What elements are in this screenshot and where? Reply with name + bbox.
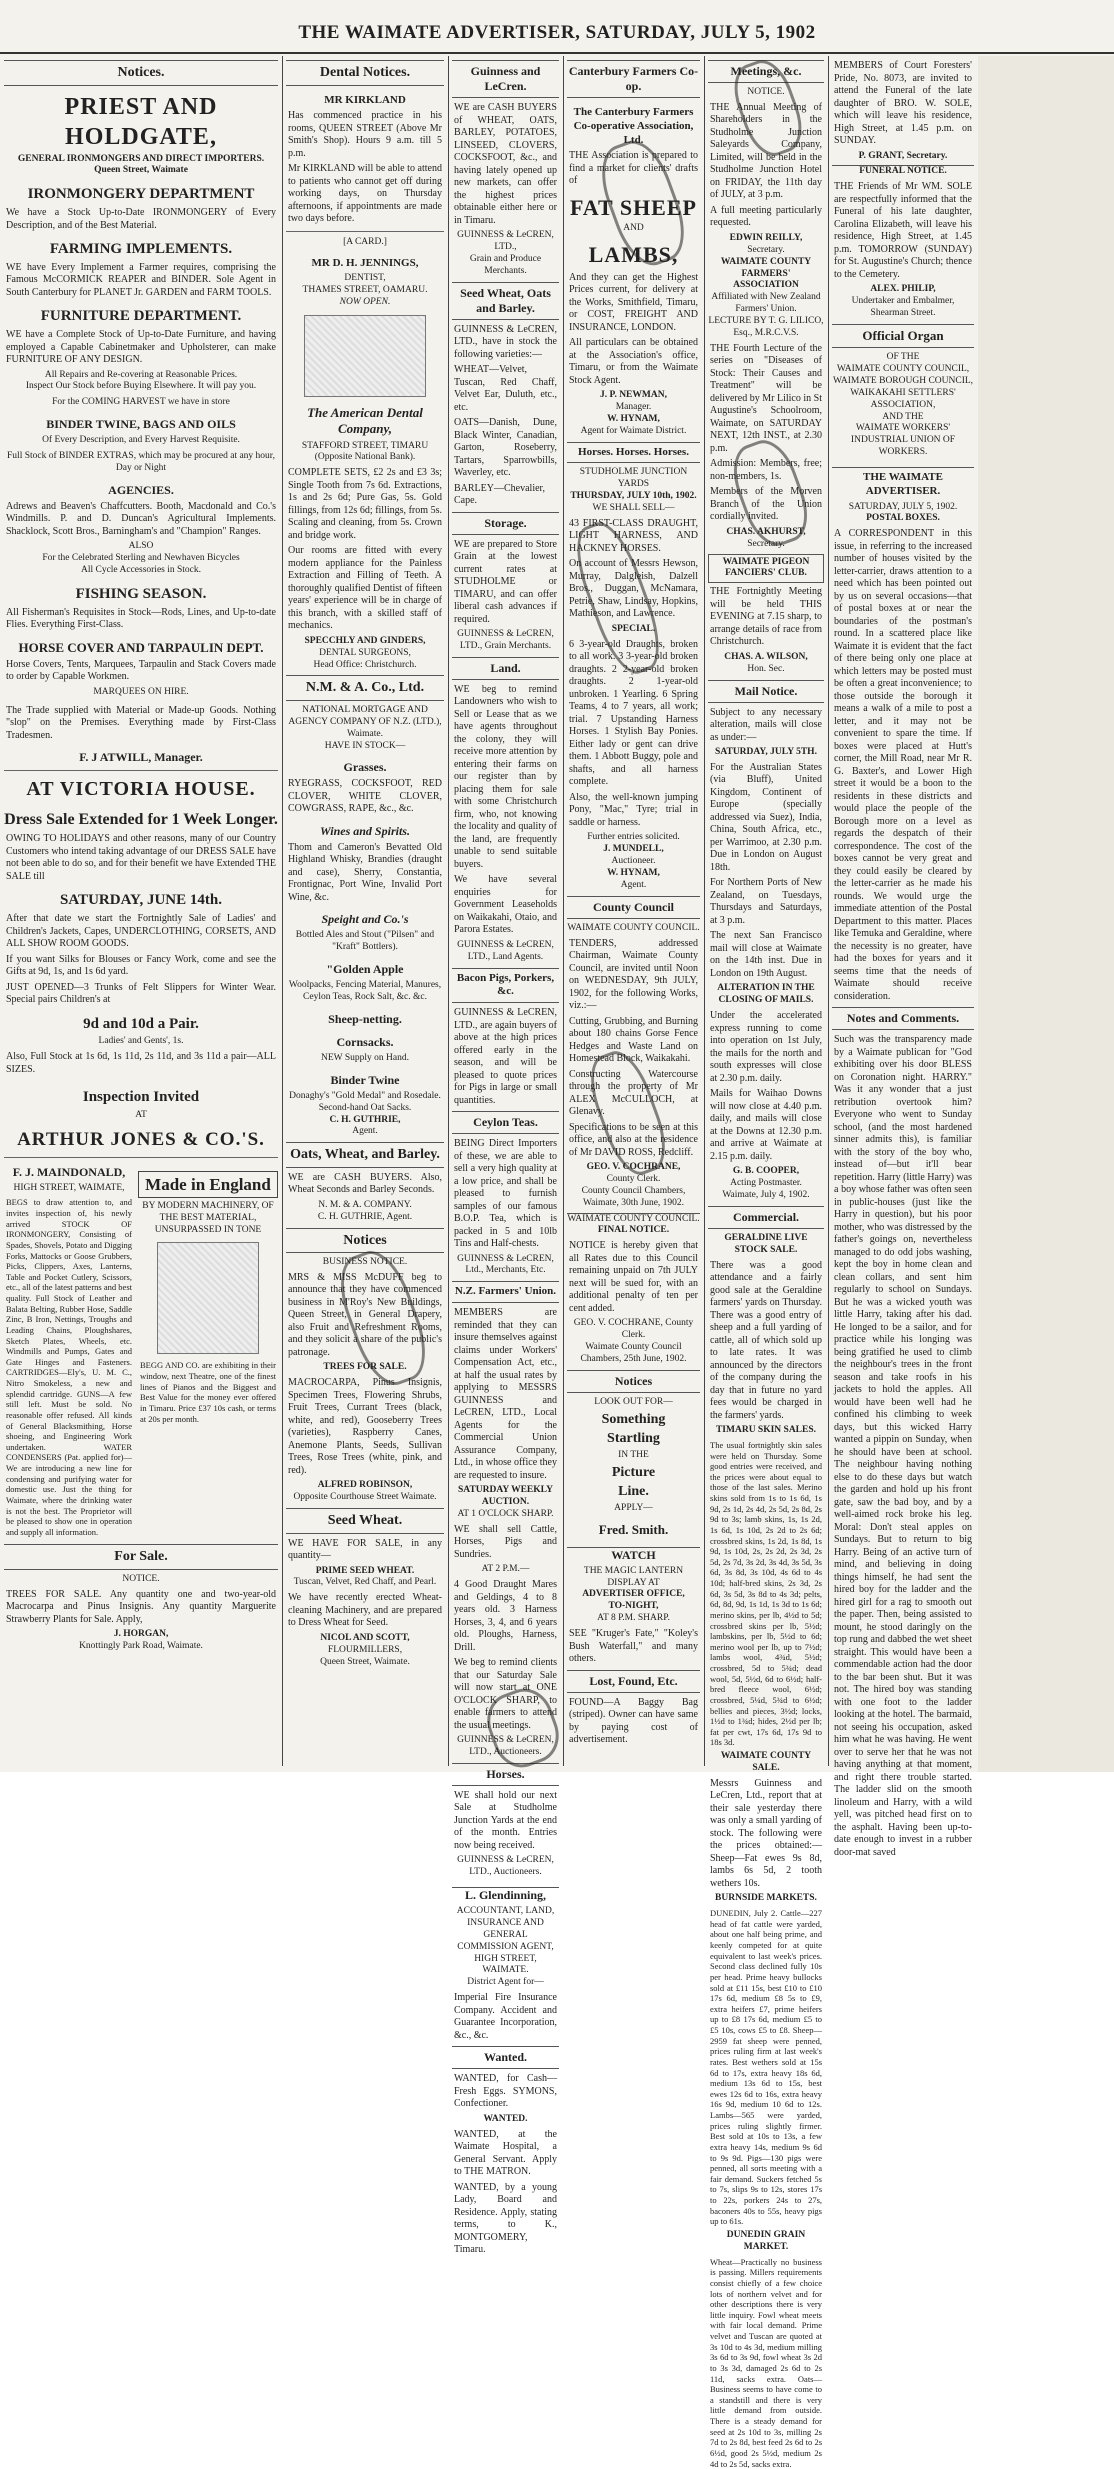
kirkland-title: MR KIRKLAND <box>324 93 406 106</box>
wcc-label: WAIMATE COUNTY COUNCIL. <box>567 922 700 933</box>
maindonald-row <box>4 1163 278 1541</box>
reilly-name: EDWIN REILLY, <box>729 232 803 243</box>
macrocarpa-text: MACROCARPA, Pinus Insignis, Specimen Trees, Flowering Shrubs, Fruit Trees, Currant Trees (black, white, and red), Gooseberry Trees (varieties), Raspberry Canes, Anemone Plants, Seeds, Sullivan Trees, Rose Trees (white, pink, and red). <box>288 1377 442 1476</box>
wanted-heading: Wanted. <box>452 2046 559 2069</box>
wilson-name: CHAS. A. WILSON, <box>724 651 808 662</box>
alteration-text: Under the accelerated express running to come into operation on 1st July, the mails for the north and south expresses will close at 2.30 p.m. daily. <box>710 1010 822 1084</box>
cycle-text: All Cycle Accessories in Stock. <box>80 565 202 575</box>
horses-text: WE shall hold our next Sale at Studholme Junction Yards at the end of the month. Entries now being received. <box>454 1789 557 1851</box>
storage-heading: Storage. <box>452 512 559 535</box>
received-text: We have recently erected Wheat-cleaning Machinery, and are prepared to Dress Wheat for Seed. <box>288 1592 442 1629</box>
imperial-text: Imperial Fire Insurance Company. Accident and Guarantee Incorporation, &c., &c. <box>454 1992 557 2041</box>
remind-text: We beg to remind clients that our Saturday Sale will now start at ONE O'CLOCK SHARP, to enable farmers to attend the usual meetings. <box>454 1657 557 1731</box>
binder-twine: Binder Twine <box>330 1072 400 1087</box>
harvest-text: For the COMING HARVEST we have in store <box>52 397 230 408</box>
guthrie-agent: C. H. GUTHRIE, Agent. <box>317 1211 413 1222</box>
annual-text: THE Annual Meeting of Shareholders in the Studholme Junction Saleyards Company, Limited, will be held in the Studholme Junction Hotel on FRIDAY, the 11th day of JULY, at 3 p.m. <box>710 101 822 201</box>
seedw-text: GUINNESS & LeCREN, LTD., have in stock the following varieties:— <box>454 323 557 360</box>
column-rule <box>282 56 283 1766</box>
queen-street: Queen Street, Waimate. <box>320 1656 410 1667</box>
alteration-heading: ALTERATION IN THE CLOSING OF MAILS. <box>717 983 815 1006</box>
on-account-text: On account of Messrs Hewson, Murray, Dalgleish, Dalzell Bros., Duggan, McNamara, Petrie, Shaw, Lindsay, Hopkins, Mathieson, and Lawrence. <box>569 558 698 620</box>
foresters-text: MEMBERS of Court Foresters' Pride, No. 8073, are invited to attend the Funeral of the late daughter of BRO. W. SOLE, which will leave his residence, High Street, at 1.45 p.m. on SUNDAY. <box>834 60 972 146</box>
burnside-heading: BURNSIDE MARKETS. <box>715 1893 817 1904</box>
page-margin <box>978 56 1114 1772</box>
members-text: Members of the Morven Branch of the Union cordially invited. <box>710 486 822 523</box>
cochrane-name-2: GEO. V. COCHRANE, County Clerk. <box>573 1318 694 1341</box>
barley-text: BARLEY—Chevalier, Cape. <box>454 482 545 506</box>
column-6 <box>832 56 974 1858</box>
notes-comments-text: Such was the transparency made by a Waimate publican for "God exhibiting over his door BLESS on Coronation night. HARRY." Was it any wonder that a just retribution overtook him? Everyone who went to Sunday school, (and the most hardened sinner admits this), is familiar with the story of the boy who, instead of—but it'll bear repetition. Harry (little Harry) was a boy whose father was often seen in public-houses (just like the Harry in question), but his poor mother, who was distressed by the father's goings on, nevertheless managed to do odd jobs washing, kept the boy in home clean and clean collars, and sent him regularly to school on Sundays. But he was a wicked youth was little Harry, taking after his dad. He longed to be a sailor, and for practice while his longing was being gratified he used to climb the neighbour's trees in the front season and take roofs in his jackets to hold the apples. All would have been well had he confined his climbing to week days, but this wicked Harry wanted a pippin on Sunday, when he should have been at school. The neighbour having nothing else to do these days but watch the garden and hold up his front gate, saw the bad boy, and by a well-aimed rock broke his leg. Moral: Don't steal apples on Sundays. But to return to big Harry. Being of an active turn of mind, and believing in doing things himself, he had sent the hired boy for the ladder and the hired girl for a rag to smooth out the paper. Then, being assisted to mount, he stood daringly on the top rung and dabbed the wet sheet straight. This would have been a commendable action had the door to the bar been shut. But it was not. The hired boy was standing with one foot to the ladder looking at the hotel. The barmaid, not seeing his occupation, asked him what he was having. He went over to serve her that he was not having anything at that moment, and right there trouble started. The ladder slid on the smooth linoleum and Harry, with a wild yell, was pitched head first on to the asphalt. Having been up-to-date enough to invest in a rubber door-mat saved <box>834 1034 973 1858</box>
wanted-board: WANTED, by a young Lady, Board and Residence. Apply, stating terms, to K., MONTGOMERY, Timaru. <box>454 2181 557 2255</box>
newman-name: J. P. NEWMAN, <box>600 390 667 401</box>
bacon-heading: Bacon Pigs, Porkers, &c. <box>452 968 559 1004</box>
agent-waimate: Agent for Waimate District. <box>580 425 687 436</box>
column-rule <box>448 56 449 1766</box>
maindonald-ad <box>4 1163 134 1541</box>
column-2 <box>286 56 444 1766</box>
slipper-price: 9d and 10d a Pair. <box>83 1015 199 1032</box>
extras-text: Full Stock of BINDER EXTRAS, which may be procured at any hour, Day or Night <box>7 451 275 473</box>
land-heading: Land. <box>452 657 559 680</box>
cornsacks-heading: Cornsacks. <box>336 1034 394 1049</box>
firm-address: Queen Street, Waimate <box>94 165 188 176</box>
lots-text: 4 Good Draught Mares and Geldings, 4 to 8 years old. 3 Harness Horses, 3, 4, and 6 years old. Ploughs, Harness, Drill. <box>454 1579 557 1653</box>
dress-sale-text: OWING TO HOLIDAYS and other reasons, many of our Country Customers who intend taking advantage of our DRESS SALE have not been able to do so, and for their benefit we have Extended THE SALE till <box>6 833 276 882</box>
agent-label: Agent. <box>352 1126 378 1137</box>
wheat-text: WHEAT—Velvet, Tuscan, Red Chaff, Velvet Ear, Duluth, etc., etc. <box>454 364 557 413</box>
horgan-name: J. HORGAN, <box>113 1629 169 1640</box>
after-text: After that date we start the Fortnightly Sale of Ladies' and Children's Jackets, Capes, UNDERCLOTHING, CORSETS, AND ALL SHOW ROOM GOODS. <box>6 913 276 949</box>
tuscan-text: Tuscan, Velvet, Red Chaff, and Pearl. <box>293 1577 437 1588</box>
final-notice: FINAL NOTICE. <box>597 1225 670 1236</box>
postal-boxes-heading: POSTAL BOXES. <box>866 513 940 524</box>
hon-sec: Hon. Sec. <box>747 663 785 674</box>
column-1 <box>4 56 278 1766</box>
dress-sale-heading: Dress Sale Extended for 1 Week Longer. <box>4 811 278 829</box>
paper-date: SATURDAY, JULY 5, 1902. <box>848 501 958 512</box>
seed-text: WE HAVE FOR SALE, in any quantity— <box>288 1537 442 1561</box>
grain-market-heading: DUNEDIN GRAIN MARKET. <box>726 2229 806 2252</box>
cash-buyers-text: WE are CASH BUYERS of WHEAT, OATS, BARLEY, POTATOES, LINSEED, CLOVERS, COCKSFOOT, &c., and having lately opened up new markets, can offer the highest prices obtainable either here or in Timaru. <box>454 102 557 226</box>
dental-illustration <box>304 315 426 397</box>
american-dental-title: The American Dental Company, <box>307 405 423 437</box>
made-in-england: Made in England <box>138 1171 278 1198</box>
mail-text-2: For Northern Ports of New Zealand, on Tuesdays, Thursdays and Saturdays, at 3 p.m. <box>710 877 822 926</box>
cfc-title: The Canterbury Farmers Co-operative Association, Ltd. <box>573 106 694 146</box>
postmaster-label: Acting Postmaster. <box>730 1178 802 1188</box>
picture: Picture <box>611 1464 656 1480</box>
guinness-sig-5: GUINNESS & LeCREN, Ltd., Merchants, Etc. <box>457 1253 554 1276</box>
wcfa-label: WAIMATE COUNTY FARMERS' ASSOCIATION <box>720 256 812 291</box>
wanted-servant: WANTED, at the Waimate Hospital, a General Servant. Apply to THE MATRON. <box>454 2128 557 2177</box>
burnside-text: DUNEDIN, July 2. Cattle—227 head of fat cattle were yarded, about one half being prime, and keenly competed for at quite equivalent to last week's prices. Second class declined fully 10s per head. Prime heavy bullocks sold at £11 15s, best £10 to £10 17s 6d, medium £8 5s to £9, extra heifers £7, prime heifers up to £8 17s 6d, medium £5 to £5 10s, cows £5 to £8. Sheep—2959 fat sheep were penned, prices ruling firm at last week's rates. Best wethers sold at 15s 6d to 17s, extra heavy 18s 6d, medium 13s 6d to 15s, best ewes 12s 6d to 16s, extra heavy 16s 9d, medium 10 6d to 12s. Lambs—565 were yarded, prices ruling slightly firmer. Best sold at 10s to 13s, a few extra heavy 14s, medium 9s 6d to 9s 9d. Pigs—130 pigs were penned, all sorts meeting with a fair demand. Suckers fetched 5s to 7s, slips 9s to 12s, stores 17s to 22s, porkers 24s to 27s, baconers 40s to 55s, heavy pigs up to 61s. <box>710 1908 822 2227</box>
entries-text: Further entries solicited. <box>587 832 680 843</box>
maindonald-title: F. J. MAINDONALD, <box>12 1164 126 1179</box>
horses-horses-heading: Horses. Horses. Horses. <box>567 442 700 464</box>
guinness-sig-3: GUINNESS & LeCREN, LTD., Grain Merchants. <box>457 629 554 651</box>
have-in-stock: HAVE IN STOCK— <box>324 740 406 751</box>
fishing-heading: FISHING SEASON. <box>75 585 207 602</box>
trade-text: The Trade supplied with Material or Made-up Goods. Nothing "slop" on the Premises. Everything made by First-Class Tradesmen. <box>6 704 276 741</box>
head-office: Head Office: Christchurch. <box>313 659 417 670</box>
fourth-lecture: THE Fourth Lecture of the series on "Diseases of Stock: Their Causes and Treatment" will be delivered by Mr Lilico in St Augustine's Schoolroom, Waimate, on SATURDAY NEXT, 12th INST., at 2.30 p.m. <box>710 342 822 454</box>
guthrie-name: C. H. GUTHRIE, <box>329 1114 401 1125</box>
geraldine-heading: GERALDINE LIVE STOCK SALE. <box>724 1232 808 1255</box>
works-text: Cutting, Grubbing, and Burning about 180 chains Gorse Fence Hedges and Waste Land on Homestead Block, Waikakahi. <box>569 1015 698 1064</box>
inspect-note: Inspect Our Stock before Buying Elsewhere. It will pay you. <box>25 381 257 392</box>
for-sale-heading: For Sale. <box>4 1544 278 1570</box>
weekly-auction: SATURDAY WEEKLY AUCTION. <box>458 1485 553 1507</box>
column-rule <box>563 56 564 1766</box>
now-open: NOW OPEN. <box>339 297 391 308</box>
watch: WATCH <box>567 1547 700 1563</box>
wines-heading: Wines and Spirits. <box>320 823 410 838</box>
and-label: AND <box>623 223 644 234</box>
county-council-heading: County Council <box>567 896 700 919</box>
timaru-skin-heading: TIMARU SKIN SALES. <box>715 1425 817 1435</box>
nma-company: N. M. & A. COMPANY. <box>318 1199 412 1210</box>
guinness-sig-6: GUINNESS & LeCREN, LTD., Auctioneers. <box>457 1735 554 1757</box>
found-text: FOUND—A Baggy Bag (striped). Owner can have same by paying cost of advertisement. <box>569 1696 698 1745</box>
robinson-name: ALFRED ROBINSON, <box>317 1480 413 1491</box>
seed-wheat-oats-heading: Seed Wheat, Oats and Barley. <box>452 282 559 320</box>
district-agent: District Agent for— <box>467 1977 544 1988</box>
in-the: IN THE <box>618 1449 649 1460</box>
surgeons-label: DENTAL SURGEONS, <box>319 647 411 658</box>
land-text: WE beg to remind Landowners who wish to Sell or Lease that as we have agents throughout the colony, they will receive more attention by entering their farms on our register than by placing them for sale with some Christchurch firm, who, not knowing the locality and quality of the land, are frequently unable to send suitable buyers. <box>454 683 557 870</box>
secretary-label-2: Secretary. <box>747 538 785 549</box>
see-text: SEE "Kruger's Fate," "Koley's Bush Waterfall," and many others. <box>569 1628 698 1664</box>
arthur-jones-title: ARTHUR JONES & CO.'S. <box>17 1128 265 1150</box>
kirkland-text: Has commenced practice in his rooms, QUEEN STREET (Above Mr Smith's Shop). Hours 9 a.m. till 5 p.m. <box>288 110 442 159</box>
mail-date: SATURDAY, JULY 5TH. <box>715 747 817 757</box>
assoc-text: THE Association is prepared to find a market for clients' drafts of <box>569 150 698 187</box>
undertaker-label: Undertaker and Embalmer, Shearman Street. <box>851 296 955 318</box>
line: Line. <box>618 1484 649 1499</box>
farming-heading: FARMING IMPLEMENTS. <box>49 241 233 257</box>
nicol-name: NICOL AND SCOTT, <box>320 1632 410 1643</box>
org-county: WAIMATE COUNTY COUNCIL, <box>836 364 970 374</box>
construct-text: Constructing Watercourse through the property of Mr ALEX McCULLOCH, at Glenavy. <box>569 1068 698 1117</box>
robinson-address: Opposite Courthouse Street Waimate. <box>293 1492 437 1503</box>
bacon-text: GUINNESS & LeCREN, LTD., are again buyers of above at the high prices offered early in the season, and will be pleased to quote prices for Pigs in large or small quantities. <box>454 1007 557 1106</box>
specchly-name: SPECCHLY AND GINDERS, <box>304 635 426 646</box>
org-settlers: WAIKAKAHI SETTLERS' ASSOCIATION, <box>850 387 956 410</box>
horses-heading: Horses. <box>452 1763 559 1786</box>
alteration-text-2: Mails for Waihao Downs will now close at 4.40 p.m. daily, and mails will close at the Downs at 12.30 p.m. and arrive at Waimate at 2.15 p.m. daily. <box>710 1088 822 1162</box>
complete-sets-text: COMPLETE SETS, £2 2s and £3 3s; Single Tooth from 7s 6d. Extractions, 1s and 2s 6d; Pure Gas, 5s. Gold fillings, from 12s 6d; fillings, from 5s. Scaling and cleaning, from 5s. Crown and bridge work. <box>288 467 442 541</box>
maindonald-text: BEGS to draw attention to, and invites inspection of, his newly arrived STOCK OF IRONMONGERY, Consisting of Spades, Shovels, Potato and Digging Forks, Mattocks or Goose Grubbers, Picks, Clippers, Axes, Lanterns, Table and Pocket Cutlery, Scissors, etc., all of the latest patterns and best quality. Full Stock of Leather and Balata Belting, Rubber Hose, Saddle Zinc, B Iron, Nettings, Troughs and Leading Chains, Ploughshares, Sketch Plates, Wheels, etc. Windmills and Pumps, Gates and Gate Hinges and Fasteners. CARTRIDGES—Ely's, U. M. C., Nitro Smokeless, a new and splendid cartridge. GUNS—A few still left. Must be sold. No reasonable offer refused. All kinds of General Blacksmithing, Horse shoeing, and Engineering Work undertaken. WATER CONDENSERS (Pat. applied for)—We are introducing a new line for condensing and purifying water for domestic use. Just the thing for Waimate, where the drinking water is not the best. The Proprietor will be pleased to show one in operation and supply all information. <box>6 1197 132 1537</box>
oats-text: WE are CASH BUYERS. Also, Wheat Seconds and Barley Seconds. <box>288 1171 442 1196</box>
made-subtitle: BY MODERN MACHINERY, OF THE BEST MATERIAL, UNSURPASSED IN TONE <box>142 1200 274 1235</box>
ceylon-text: BEING Direct Importers of these, we are able to sell a very high quality at a low price, and shall be pleased to furnish samples of our famous B.O.P. Tea, which is packed in 5 and 10lb Tins and Half-chests. <box>454 1138 557 1249</box>
marquees-text: MARQUEES ON HIRE. <box>93 686 189 697</box>
hynam-name: W. HYNAM, <box>607 413 660 424</box>
stock-text: Also, Full Stock at 1s 6d, 1s 11d, 2s 11d, and 3s 11d a pair—ALL SIZES. <box>6 1051 276 1075</box>
maindonald-address: HIGH STREET, WAIMATE, <box>13 1182 125 1193</box>
pigeon-text: THE Fortnightly Meeting will be held THIS EVENING at 7.15 sharp, to arrange details of race from Christchurch. <box>710 586 822 648</box>
victoria-house-title: AT VICTORIA HOUSE. <box>26 778 256 801</box>
advertiser-office: ADVERTISER OFFICE, <box>582 1589 685 1600</box>
grain-market-text: Wheat—Practically no business is passing. Millers requirements consist chiefly of a few choice lots of northern velvet and for other descriptions there is very little inquiry. Fowl wheat meets with fair local demand. Prime velvet and Tuscan are quoted at 3s 10d to 4s 3d, medium milling 3s 6d to 3s 9d, fowl wheat 3s 2d to 3s 3d, damaged 2s 6d to 2s 11d, sacks extra. Oats—Business seems to have come to a standstill and there is very little demand from outside. There is a steady demand for seed at 2s 10d to 3s, milling 2s 7d to 2s 8d, best feed 2s 6d to 2s 6½d, good 2s 5½d, medium 2s 4d to 2s 5d, sacks extra. <box>710 2256 822 2469</box>
also-pony-text: Also, the well-known jumping Pony, "Mac," Tyre; trial in saddle or harness. <box>569 791 698 828</box>
akhurst-name: CHAS. AKHURST, <box>726 526 806 537</box>
org-borough: WAIMATE BOROUGH COUNCIL, <box>832 375 974 386</box>
twine-text: Donaghy's "Gold Medal" and Rosedale. <box>289 1090 441 1101</box>
new-supply: NEW Supply on Hand. <box>321 1052 409 1063</box>
grant-name: P. GRANT, Secretary. <box>858 150 948 161</box>
fred-smith: Fred. Smith. <box>598 1522 669 1538</box>
also-text: ALSO <box>128 541 154 552</box>
stafford-address: STAFFORD STREET, TIMARU (Opposite National Bank). <box>301 440 429 463</box>
ladies-text: Ladies' and Gents', 1s. <box>98 1036 184 1047</box>
column-4 <box>567 56 700 1766</box>
funeral-heading: FUNERAL NOTICE. <box>832 165 974 178</box>
oats-heading: Oats, Wheat, and Barley. <box>286 1142 444 1168</box>
dentist-label: DENTIST, <box>344 273 386 284</box>
ironmongery-heading: IRONMONGERY DEPARTMENT <box>27 186 255 203</box>
dental-heading: Dental Notices. <box>286 60 444 86</box>
guinness-sig-7: GUINNESS & LeCREN, LTD., Auctioneers. <box>457 1855 554 1878</box>
guinness-sig-4: GUINNESS & LeCREN, LTD., Land Agents. <box>457 939 554 962</box>
mcduff-text: MRS & MISS McDUFF beg to announce that they have commenced business in M'Roy's New Buildings, Queen Street, in General Drapery, also Fruit and Refreshment Rooms, and they solicit a share of the public's patronage. <box>288 1271 442 1358</box>
woolpacks-text: Woolpacks, Fencing Material, Manures, Ceylon Teas, Rock Salt, &c. &c. <box>288 980 442 1002</box>
binder-sub: Of Every Description, and Every Harvest Requisite. <box>42 435 240 446</box>
guinness-heading: Guinness and LeCren. <box>452 60 559 98</box>
ironmongery-text: We have a Stock Up-to-Date IRONMONGERY of Every Description, and of the Best Material. <box>6 207 276 231</box>
oclock-sharp: AT 1 O'CLOCK SHARP. <box>457 1508 554 1519</box>
special-text: 6 3-year-old Draughts, broken to all work. 3 3-year-old broken draughts. 2 2-year-old broken draughts. 2 1-year-old unbroken. 1 Yearling. 6 Spring Teams, 4 to 7 years, all work; trial. 7 Upstanding Harness Horses. 1 Stylish Bay Ponies. Either lady or gent can drive them. 1 Abbott Buggy, pole and shafts, and all harness complete. <box>569 638 698 788</box>
piano-ad <box>138 1163 278 1541</box>
agent-label-2: Agent. <box>620 879 647 890</box>
timaru-skin-text: The usual fortnightly skin sales were held on Thursday. Some good entries were received, and the prices were about equal to those of the last sales. Merino skins sold from 1s to 1s 6d, 1s 9d, 2s 1d, 2s 4d, 2s 5d, 2s 8d, 2s 9d to 3s; lamb skins, 1s, 1s 2d, 1s 6d, 1s 10d, 2s 2d to 2s 6d; crossbred skins, 1s 2d, 1s 8d, 1s 9d, 1s 10d, 2s, 2s 2d, 2s 3d, 2s 5d, 2s 7d, 3s 2d, 3s 4d, 3s 5d, 3s 6d, 3s 8d, 3s 10d, 4s 6d to 4s 10d; half-bred skins, 2s 3d, 2s 6d, 3s 5d, 3s 8d to 4s 3d; pelts, 6d, 8d, 9d, 1s 1d, 1s 3d to 1s 6d; merino skins, per lb, 4½d to 5d; crossbred skins per lb, 5½d; lambskins, per lb, 5½d to 6d; merino wool per lb, up to 7½d; lambs wool, 4¾d, 5½d; crossbred, 5d to 5¾d; dead wool, 5d, 5½d, 6d to 6½d; half-bred fleece wool, 6½d; crossbred, 5¼d, 5¾d to 6½d; bellies and pieces, 3½d; locks, 1½d to 1¾d; hides, 2½d per lb; fat per cwt, 17s 6d, 17s 9d to 18s 3d. <box>710 1439 822 1748</box>
nma-heading: N.M. & A. Co., Ltd. <box>286 675 444 701</box>
post-date: Waimate, July 4, 1902. <box>722 1189 810 1200</box>
wines-text: Thom and Cameron's Bevatted Old Highland Whisky, Brandies (draught and case), Sherry, Constantia, Frontignac, Port Wine, Invalid Port Wine, &c. <box>288 841 442 903</box>
notices-heading-3: Notices <box>567 1370 700 1393</box>
wcc-label-2: WAIMATE COUNTY COUNCIL. <box>567 1213 700 1224</box>
sheep-netting: Sheep-netting. <box>328 1011 402 1026</box>
apply-label: APPLY— <box>614 1502 653 1513</box>
furniture-text: WE have a Complete Stock of Up-to-Date Furniture, and having employed a Capable Cabinetmaker and Upholsterer, can make FURNITURE OF ANY DESIGN. <box>6 329 276 365</box>
column-rule <box>704 56 705 1766</box>
trees-text: TREES FOR SALE. Any quantity one and two-year-old Macrocarpa and Pinus Insignis. Any quantity Marguerite Strawberry Plants for Sale. Apply, <box>6 1588 276 1625</box>
secretary-label: Secretary. <box>747 244 785 255</box>
land-text-2: We have several enquiries for Government Leaseholds on Waikakahi, Otaio, and Parora Estates. <box>454 874 557 936</box>
column-rule <box>828 56 829 1766</box>
golden-apple: "Golden Apple <box>326 962 404 977</box>
chambers-text: County Council Chambers, Waimate, 30th June, 1902. <box>581 1185 686 1208</box>
at-2pm: AT 2 P.M.— <box>481 1564 530 1575</box>
sale-date: SATURDAY, JUNE 14th. <box>60 892 222 909</box>
nz-farmers-heading: N.Z. Farmers' Union. <box>452 1281 559 1303</box>
lambs-title: LAMBS, <box>588 242 679 268</box>
lambs-text: And they can get the Highest Prices current, for delivery at the Works, Smithfield, Timaru, or COST, FREIGHT AND INSURANCE, LONDON. <box>569 271 698 333</box>
and-the: AND THE <box>882 411 924 422</box>
notice-label: NOTICE. <box>122 1573 160 1584</box>
lecture-text: LECTURE BY T. G. LILICO, Esq., M.R.C.V.S. <box>708 316 824 338</box>
cooper-name: G. B. COOPER, <box>732 1166 800 1177</box>
lot-43-text: 43 FIRST-CLASS DRAUGHT, LIGHT HARNESS, AND HACKNEY HORSES. <box>569 517 698 554</box>
glendinning-address: HIGH STREET, WAIMATE. <box>474 1953 537 1976</box>
glendinning-sub: ACCOUNTANT, LAND, INSURANCE AND GENERAL COMMISSION AGENT, <box>456 1906 555 1952</box>
admission-text: Admission: Members, free; non-members, 1s. <box>710 458 822 482</box>
glendinning-title: L. Glendinning, <box>452 1887 559 1903</box>
bicycles-text: For the Celebrated Sterling and Newhaven Bicycles <box>42 553 240 564</box>
trees-sale: TREES FOR SALE. <box>323 1362 407 1373</box>
philip-name: ALEX. PHILIP, <box>870 284 936 295</box>
tonight: TO-NIGHT, <box>608 1601 659 1612</box>
fishing-text: All Fisherman's Requisites in Stock—Rods, Lines, and Up-to-date Flies. Everything First-Class. <box>6 606 276 631</box>
separator <box>4 1157 278 1158</box>
binder-heading: BINDER TWINE, BAGS AND OILS <box>46 417 236 432</box>
farming-text: WE have Every Implement a Farmer requires, comprising the Famous McCORMICK REAPER and BINDER. Sole Agent in South Canterbury for PLANET Jr. GARDEN and FARM TOOLS. <box>6 261 276 298</box>
postal-boxes-text: A CORRESPONDENT in this issue, in referring to the increased number of houses visited by the letter-carrier, draws attention to a need which has been pointed out by us on several occasions—that of postal boxes at or near the boundaries of the postman's round. In a scattered place like Waimate it is evident that the fact of there being only one place at which letters may be posted must be often a great inconvenience; to those outside the borough it means a walk of a mile to post a letter, and it may not be convenient to spare the time. If boxes were placed at Hutt's corner, the Mill Road, near Mr R. G. Baxter's, and Lower High street it would be a boon to the residents in these districts and would place the people of the Borough more on a level as regards the despatch of their correspondence. The cost of the boxes cannot be very great and they could easily be cleared by the letter-carrier as he made his rounds. We would urge the immediate attention of the Postal Department to this matter. Places like Temuka and Geraldine, where the necessity is no greater, have had the boxes for years and it seems time that the needs of Waimate should receive consideration. <box>834 528 972 1002</box>
lost-found-heading: Lost, Found, Etc. <box>567 1670 700 1693</box>
guinness-sig: GUINNESS & LeCREN, LTD., <box>457 230 554 252</box>
opened-text: JUST OPENED—3 Trunks of Felt Slippers for Winter Wear. Special pairs Children's at <box>6 981 276 1005</box>
manager-label: Manager. <box>615 402 652 412</box>
startling: Startling <box>607 1431 660 1447</box>
at-text: AT <box>135 1109 147 1120</box>
business-notice: BUSINESS NOTICE. <box>322 1257 408 1267</box>
mundell-name: J. MUNDELL, <box>603 844 664 855</box>
wanted-label: WANTED. <box>483 2113 528 2124</box>
geraldine-text: There was a good attendance and a fairly good sale at the Geraldine farmers' yards on Thursday. There was a good entry of sheep and a full yarding of cattle, all of which sold up to late rates. It was announced by the directors of the company during the day that in future no yard fees would be charged in the farmers' yards. <box>710 1259 822 1421</box>
national-mortgage: NATIONAL MORTGAGE AND AGENCY COMPANY OF N.Z. (LTD.), Waimate. <box>288 704 442 739</box>
mail-intro: Subject to any necessary alteration, mails will close as under:— <box>710 706 822 743</box>
meetings-heading: Meetings, &c. <box>708 60 824 83</box>
studholme-yards: STUDHOLME JUNCTION YARDS <box>579 467 688 490</box>
funeral-text: THE Friends of Mr WM. SOLE are respectfully informed that the Funeral of his late daughter, Carolina Elizabeth, will leave his residence, High Street, at 1.45 p.m. TOMORROW (SUNDAY) for St. Augustine's Church; thence to the Cemetery. <box>834 181 972 280</box>
mail-notice-heading: Mail Notice. <box>708 680 824 703</box>
auctioneer-label: Auctioneer. <box>611 856 656 866</box>
horse-cover-text: Horse Covers, Tents, Marquees, Tarpaulin and Stack Covers made to order by Capable Workmen. <box>6 658 276 683</box>
wanted-eggs: WANTED, for Cash—Fresh Eggs. SYMONS, Confectioner. <box>454 2073 557 2110</box>
seed-wheat-heading: Seed Wheat. <box>286 1508 444 1534</box>
affiliated-text: Affiliated with New Zealand Farmers' Union. <box>711 292 821 315</box>
chambers-text-2: Waimate County Council Chambers, 25th June, 1902. <box>580 1342 687 1364</box>
attend-text: A full meeting particularly requested. <box>710 204 822 229</box>
rooms-text: Our rooms are fitted with every modern appliance for the Painless Extraction and Filling of Teeth. A thoroughly qualified Dentist of fifteen years' experience will be in charge of this branch, with a skilled staff of mechanics. <box>288 545 442 632</box>
cfc-heading: Canterbury Farmers Co-op. <box>567 60 700 98</box>
sharp-time: AT 8 P.M. SHARP. <box>597 1613 670 1624</box>
notices-heading-2: Notices <box>286 1228 444 1254</box>
clerk-label: County Clerk. <box>606 1173 661 1184</box>
org-workers: WAIMATE WORKERS' INDUSTRIAL UNION OF WORKERS. <box>850 423 956 458</box>
repairs-note: All Repairs and Re-covering at Reasonable Prices. <box>44 369 238 380</box>
silks-text: If you want Silks for Blouses or Fancy Work, come and see the Gifts at 9d, 1s, and 1s 6d yard. <box>6 953 276 977</box>
notices-heading: Notices. <box>4 60 278 86</box>
separator <box>4 770 278 771</box>
hynam-name-2: W. HYNAM, <box>607 867 660 878</box>
fat-sheep: FAT SHEEP <box>570 194 697 220</box>
county-sale-text: Messrs Guinness and LeCren, Ltd., report that at their sale yesterday there was only a small yarding of stock. The following were the prices obtained:— Sheep—Fat ewes 9s 8d, lambs 6s 5d, 2 tooth wethers 10s. <box>710 1777 822 1889</box>
shall-sell: WE SHALL SELL— <box>592 503 675 513</box>
cochrane-name: GEO. V. COCHRANE, <box>586 1162 681 1172</box>
speight-heading: Speight and Co.'s <box>321 912 409 927</box>
agencies-text: Adrews and Beaven's Chaffcutters. Booth, Macdonald and Co.'s Windmills. P. and D. Duncan's Agricultural Implements. Shacklock, Scott Bros., Barningham's and "Champion" Ranges. <box>6 500 276 537</box>
specs-text: Specifications to be seen at this office, and also at the residence of Mr DAVID ROSS, Redcliff. <box>569 1121 698 1158</box>
mail-text-3: The next San Francisco mail will close at Waimate on the 14th inst. Due in London on 19th August. <box>710 930 822 979</box>
flourmillers: FLOURMILLERS, <box>327 1644 403 1655</box>
manager-signature: F. J ATWILL, Manager. <box>79 750 203 765</box>
lantern-text: THE MAGIC LANTERN DISPLAY AT <box>583 1565 684 1588</box>
piano-illustration <box>157 1242 259 1354</box>
special-label: SPECIAL. <box>611 623 656 634</box>
masthead <box>0 0 1114 54</box>
of-the: OF THE <box>886 352 920 363</box>
look-out: LOOK OUT FOR— <box>594 1396 673 1407</box>
commercial-heading: Commercial. <box>708 1206 824 1229</box>
thames-address: THAMES STREET, OAMARU. <box>302 285 428 296</box>
agencies-heading: AGENCIES. <box>108 482 174 497</box>
final-text: NOTICE is hereby given that all Rates due to this Council remaining unpaid on 7th JULY next will be sued for, with an additional penalty of ten per cent added. <box>569 1240 698 1314</box>
begg-text: BEGG AND CO. are exhibiting in their window, next Theatre, one of the finest lines of Pianos and the Biggest and Best Value for the money ever offered in Timaru. Price £37 10s cash, or terms at 20s per month. <box>140 1360 276 1424</box>
mail-text: For the Australian States (via Bluff), United Kingdom, Continent of Europe (specially addressed via Suez), India, China, South Africa, etc., per Warrimoo, at 2.30 p.m. Due in London on August 18th. <box>710 761 822 873</box>
grasses-text: RYEGRASS, COCKSFOOT, RED CLOVER, WHITE CLOVER, COWGRASS, RAPE, &c., &c. <box>288 778 442 815</box>
furniture-heading: FURNITURE DEPARTMENT. <box>40 308 242 325</box>
particulars-text: All particulars can be obtained at the Association's office, Timaru, or from the Waimate Stock Agent. <box>569 337 698 386</box>
storage-text: WE are prepared to Store Grain at the lowest current rates at STUDHOLME or TIMARU, and can offer liberal cash advances if required. <box>454 538 557 625</box>
jennings-title: MR D. H. JENNINGS, <box>311 256 419 269</box>
something: Something <box>601 1411 666 1427</box>
horgan-address: Knottingly Park Road, Waimate. <box>79 1641 203 1652</box>
ceylon-heading: Ceylon Teas. <box>452 1111 559 1134</box>
separator <box>286 231 444 232</box>
notes-comments-heading: Notes and Comments. <box>832 1007 974 1030</box>
second-hand: Second-hand Oat Sacks. <box>318 1102 412 1113</box>
oats-list: OATS—Danish, Dune, Black Winter, Canadian, Garton, Roseberry, Tartars, Sparrowbills, Waverley, etc. <box>454 417 557 478</box>
column-3 <box>452 56 559 2255</box>
guinness-sig-2: Grain and Produce Merchants. <box>469 253 542 276</box>
notice-label-2: NOTICE. <box>747 87 785 97</box>
grasses-heading: Grasses. <box>343 760 387 775</box>
tenders-text: TENDERS, addressed Chairman, Waimate County Council, are invited until Noon on WEDNESDAY, 9th JULY, 1902, for the following Works, viz.:— <box>569 937 698 1011</box>
kirkland-text-2: Mr KIRKLAND will be able to attend to patients who cannot get off during working days, on Thursday afternoons, if appointments are made two days before. <box>288 163 442 225</box>
column-5 <box>708 56 824 2469</box>
masthead-title: THE WAIMATE ADVERTISER, SATURDAY, JULY 5, 1902 <box>298 22 816 43</box>
pigeon-club: WAIMATE PIGEON FANCIERS' CLUB. <box>708 554 824 584</box>
county-sale-heading: WAIMATE COUNTY SALE. <box>720 1751 812 1773</box>
official-organ: Official Organ <box>832 324 974 348</box>
card-label: [A CARD.] <box>343 236 387 247</box>
sell-text: WE shall sell Cattle, Horses, Pigs and Sundries. <box>454 1523 557 1560</box>
firm-subtitle: GENERAL IRONMONGERS AND DIRECT IMPORTERS. <box>17 153 265 164</box>
thursday-date: THURSDAY, JULY 10th, 1902. <box>570 491 697 502</box>
inspection-heading: Inspection Invited <box>82 1089 200 1106</box>
nz-farmers-text: MEMBERS are reminded that they can insure themselves against claims under Workers' Compensation Act, etc., at half the usual rates by applying to MESSRS GUINNESS and LeCREN, LTD., Local Agents for the Commercial Union Assurance Company, Ltd., in whose office they are requested to insure. <box>454 1307 557 1481</box>
prime-seed: PRIME SEED WHEAT. <box>315 1565 415 1576</box>
horse-cover-heading: HORSE COVER AND TARPAULIN DEPT. <box>18 639 264 655</box>
paper-name: THE WAIMATE ADVERTISER. <box>832 467 974 499</box>
bottled-text: Bottled Ales and Stout ("Pilsen" and "Kraft" Bottlers). <box>295 930 435 953</box>
priest-holdgate-title: PRIEST AND HOLDGATE, <box>64 93 218 150</box>
